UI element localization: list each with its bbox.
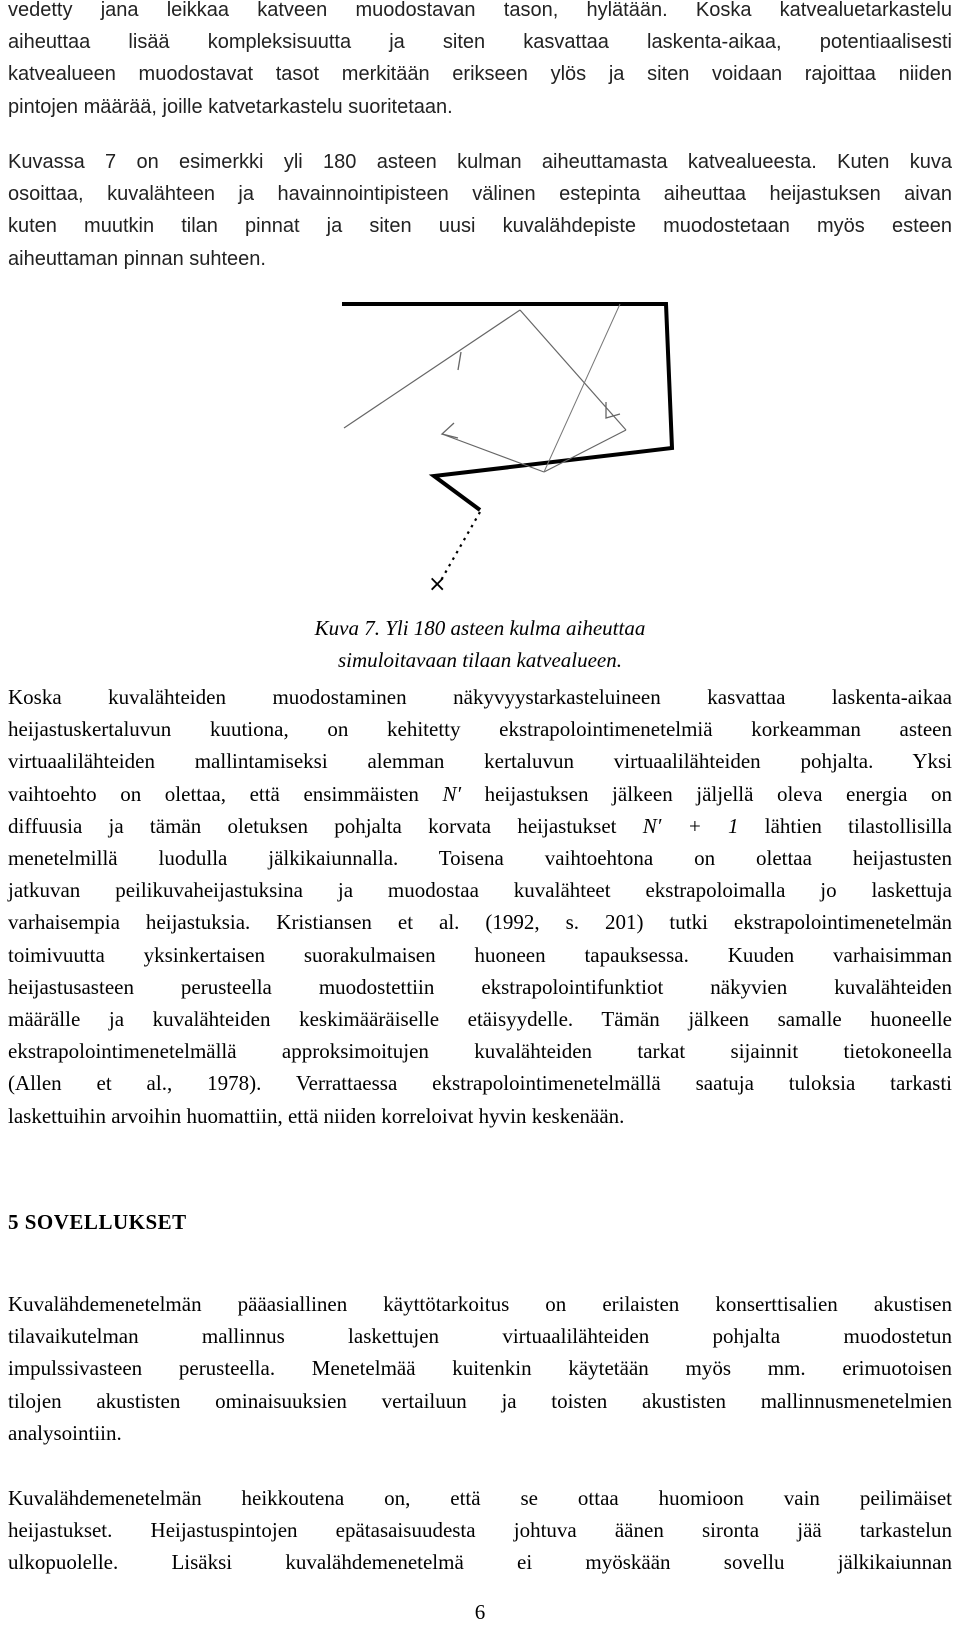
text-run: diffuusia ja tämän oletuksen pohjalta korvata heijastukset bbox=[8, 813, 643, 838]
paragraph-extrapolation bbox=[8, 681, 952, 1132]
shadow-zone-diagram bbox=[330, 298, 710, 628]
text-line: vedetty jana leikkaa katveen muodostavan tason, hylätään. Koska katvealuetarkastelu bbox=[8, 0, 952, 21]
text-line: Kuvalähdemenetelmän pääasiallinen käyttötarkoitus on erilaisten konserttisalien akustisen bbox=[8, 1292, 952, 1316]
text-line: Kuvalähdemenetelmän heikkoutena on, että se ottaa huomioon vain peilimäiset bbox=[8, 1486, 952, 1510]
paragraph-shadow-check bbox=[8, 0, 952, 123]
text-line: analysointiin. bbox=[8, 1420, 122, 1445]
paragraph-weakness bbox=[8, 1482, 952, 1579]
ray-secondary bbox=[544, 304, 620, 472]
text-line: katvealueen muodostavat tasot merkitään erikseen ylös ja siten voidaan rajoittaa niiden bbox=[8, 63, 952, 86]
text-line-with-math bbox=[8, 778, 952, 810]
section-heading: 5 SOVELLUKSET bbox=[8, 1210, 187, 1234]
text-line: menetelmillä luodulla jälkikaiunnalla. Toisena vaihtoehtona on olettaa heijastusten bbox=[8, 846, 952, 871]
text-line: jatkuvan peilikuvaheijastuksina ja muodostaa kuvalähteet ekstrapoloimalla jo laskettuja bbox=[8, 878, 952, 903]
text-run: vaihtoehto on olettaa, että ensimmäisten bbox=[8, 781, 443, 806]
dotted-line-to-listener bbox=[440, 512, 480, 582]
text-line: laskettuihin arvoihin huomattiin, että niiden korreloivat hyvin keskenään. bbox=[8, 1103, 625, 1128]
page-number: 6 bbox=[474, 1600, 486, 1624]
text-line: varhaisempia heijastuksia. Kristiansen et al. (1992, s. 201) tutki ekstrapolointimenetelmän bbox=[8, 910, 952, 935]
text-line: tilavaikutelman mallinnus laskettujen virtuaalilähteiden pohjalta muodostetun bbox=[8, 1324, 952, 1349]
text-line: Koska kuvalähteiden muodostaminen näkyvyystarkasteluineen kasvattaa laskenta-aikaa bbox=[8, 685, 952, 709]
text-line: Kuvassa 7 on esimerkki yli 180 asteen kulman aiheuttamasta katvealueesta. Kuten kuva bbox=[8, 151, 952, 173]
text-line: pintojen määrää, joille katvetarkastelu suoritetaan. bbox=[8, 95, 453, 118]
text-line: ekstrapolointimenetelmällä approksimoitujen kuvalähteiden tarkat sijainnit tietokoneella bbox=[8, 1039, 952, 1064]
ray-incident bbox=[344, 310, 520, 428]
text-line-with-math bbox=[8, 810, 952, 842]
figure-caption-line2: simuloitavaan tilaan katvealueen. bbox=[337, 648, 623, 672]
text-line: heijastusasteen perusteella muodostettiin ekstrapolointifunktiot näkyvien kuvalähteiden bbox=[8, 974, 952, 999]
text-run: heijastuksen jälkeen jäljellä oleva energia on bbox=[461, 781, 952, 806]
text-line: aiheuttaa lisää kompleksisuutta ja siten kasvattaa laskenta-aikaa, potentiaalisesti bbox=[8, 31, 952, 54]
text-line: tilojen akustisten ominaisuuksien vertailuun ja toisten akustisten mallinnusmenetelmien bbox=[8, 1388, 952, 1413]
paragraph-figure-intro bbox=[8, 146, 952, 275]
figure-caption-line1: Kuva 7. Yli 180 asteen kulma aiheuttaa bbox=[314, 616, 646, 640]
math-n-prime-plus-one: N′ + 1 bbox=[642, 813, 739, 838]
listener-marker: × bbox=[428, 572, 447, 597]
text-line: toimivuutta yksinkertaisen suorakulmaisen huoneen tapauksessa. Kuuden varhaisimman bbox=[8, 942, 952, 967]
text-line: (Allen et al., 1978). Verrattaessa ekstrapolointimenetelmällä saatuja tuloksia tarkasti bbox=[8, 1071, 952, 1096]
paragraph-applications bbox=[8, 1288, 952, 1449]
text-run: lähtien tilastollisilla bbox=[738, 813, 952, 838]
text-line: heijastuskertaluvun kuutiona, on kehitetty ekstrapolointimenetelmiä korkeamman asteen bbox=[8, 717, 952, 742]
text-line: kuten muutkin tilan pinnat ja siten uusi kuvalähdepiste muodostetaan myös esteen bbox=[8, 215, 952, 238]
text-line: aiheuttaman pinnan suhteen. bbox=[8, 247, 266, 270]
text-line: heijastukset. Heijastuspintojen epätasaisuudesta johtuva äänen sironta jää tarkastelun bbox=[8, 1518, 952, 1543]
text-line: impulssivasteen perusteella. Menetelmää kuitenkin käytetään myös mm. erimuotoisen bbox=[8, 1356, 952, 1381]
text-line: virtuaalilähteiden mallintamiseksi alemman kertaluvun virtuaalilähteiden pohjalta. Yksi bbox=[8, 749, 952, 774]
ray-out bbox=[442, 434, 544, 472]
math-n-prime: N′ bbox=[442, 781, 462, 806]
arrowhead-icon bbox=[442, 423, 458, 438]
figure-7-diagram bbox=[330, 298, 710, 628]
ray-reflected bbox=[520, 310, 626, 430]
text-line: määrälle ja kuvalähteiden keskimääräiselle etäisyydelle. Tämän jälkeen samalle huoneelle bbox=[8, 1007, 952, 1032]
ray-return bbox=[544, 430, 626, 472]
text-line: ulkopuolelle. Lisäksi kuvalähdemenetelmä ei myöskään sovellu jälkikaiunnan bbox=[8, 1550, 952, 1575]
room-wall bbox=[342, 304, 672, 510]
text-line: osoittaa, kuvalähteen ja havainnointipisteen välinen estepinta aiheuttaa heijastuksen aivan bbox=[8, 183, 952, 206]
ray-tick bbox=[458, 352, 461, 370]
